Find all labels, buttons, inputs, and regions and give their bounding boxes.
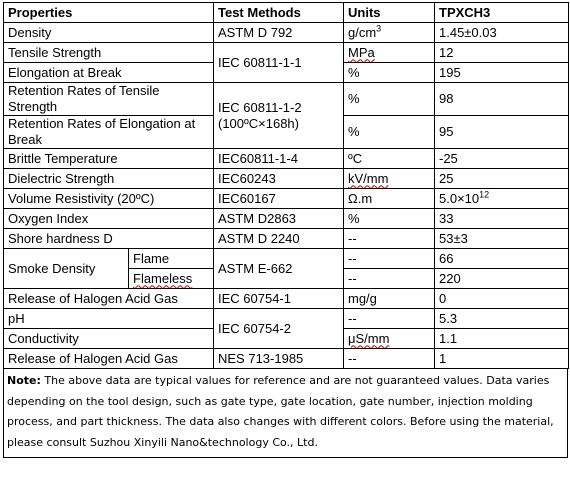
table-row: [4, 23, 569, 43]
property-density: Density: [4, 23, 214, 43]
unit-smoke-flame: --: [344, 249, 435, 269]
value-ph: 5.3: [435, 309, 569, 329]
unit-brittle: ºC: [344, 149, 435, 169]
table-row: [4, 229, 569, 249]
property-retention-elongation: Retention Rates of Elongation at Break: [4, 116, 214, 149]
unit-conductivity: [344, 329, 435, 349]
method-smoke-density: ASTM E-662: [214, 249, 344, 289]
method-halogen-2: NES 713-1985: [214, 349, 344, 369]
value-oxygen: 33: [435, 209, 569, 229]
unit-halogen-2: --: [344, 349, 435, 369]
unit-density-exp: 3: [376, 23, 382, 34]
method-density: ASTM D 792: [214, 23, 344, 43]
value-retention-elongation: 95: [435, 116, 569, 149]
property-oxygen: Oxygen Index: [4, 209, 214, 229]
table-row: [4, 169, 569, 189]
header-product: TPXCH3: [435, 3, 569, 23]
property-retention-tensile: Retention Rates of Tensile Strength: [4, 83, 214, 116]
unit-smoke-flameless: --: [344, 269, 435, 289]
value-brittle: -25: [435, 149, 569, 169]
header-properties: Properties: [4, 3, 214, 23]
method-iec-60811-1-2-condition: (100ºC×168h): [218, 115, 299, 131]
method-halogen-1: IEC 60754-1: [214, 289, 344, 309]
value-halogen-1: 0: [435, 289, 569, 309]
smoke-flameless-label: [129, 269, 214, 289]
value-volume-resistivity: [435, 189, 569, 209]
smoke-flame-label: Flame: [129, 249, 214, 269]
method-iec-60754-2: IEC 60754-2: [214, 309, 344, 349]
table-row: [4, 309, 569, 329]
table-row: [4, 209, 569, 229]
value-smoke-flame: 66: [435, 249, 569, 269]
property-halogen-1: Release of Halogen Acid Gas: [4, 289, 214, 309]
smoke-flameless-text: Flameless: [133, 270, 193, 286]
property-dielectric: Dielectric Strength: [4, 169, 214, 189]
property-conductivity: Conductivity: [4, 329, 214, 349]
note-text: The above data are typical values for reference and are not guaranteed values. Data varies depending on the tool design, such as gate type, gate location, gate number, injection molding process, and part thickness. The data also changes with different colors. Before using the material, please consult Suzhou Xinyili Nano&technology Co., Ltd.: [7, 374, 554, 449]
property-halogen-2: Release of Halogen Acid Gas: [4, 349, 214, 369]
properties-sheet: [3, 2, 568, 458]
method-shore: ASTM D 2240: [214, 229, 344, 249]
value-conductivity: 1.1: [435, 329, 569, 349]
property-tensile: Tensile Strength: [4, 43, 214, 63]
header-row: [4, 3, 569, 23]
property-ph: pH: [4, 309, 214, 329]
property-elongation: Elongation at Break: [4, 63, 214, 83]
value-dielectric: 25: [435, 169, 569, 189]
unit-dielectric-text: kV/mm: [348, 170, 389, 186]
disclaimer-note: [3, 369, 568, 458]
method-iec-60811-1-2: [214, 83, 344, 149]
property-volume-resistivity: Volume Resistivity (20ºC): [4, 189, 214, 209]
unit-volume-resistivity: Ω.m: [344, 189, 435, 209]
unit-dielectric: [344, 169, 435, 189]
unit-tensile-text: MPa: [348, 44, 375, 60]
unit-elongation: %: [344, 63, 435, 83]
value-volume-base: 5.0×10: [439, 190, 480, 206]
value-volume-exp: 12: [479, 189, 490, 200]
header-test-methods: Test Methods: [214, 3, 344, 23]
unit-retention-elongation: %: [344, 116, 435, 149]
table-row: [4, 349, 569, 369]
unit-conductivity-text: μS/mm: [348, 330, 390, 346]
value-density: 1.45±0.03: [435, 23, 569, 43]
unit-ph: --: [344, 309, 435, 329]
method-brittle: IEC60811-1-4: [214, 149, 344, 169]
method-iec-60811-1-2-name: IEC 60811-1-2: [218, 99, 302, 115]
unit-halogen-1: mg/g: [344, 289, 435, 309]
note-label: Note:: [7, 374, 41, 387]
value-elongation: 195: [435, 63, 569, 83]
table-row: [4, 249, 569, 269]
property-shore: Shore hardness D: [4, 229, 214, 249]
method-dielectric: IEC60243: [214, 169, 344, 189]
table-row: [4, 289, 569, 309]
value-halogen-2: 1: [435, 349, 569, 369]
property-smoke-density: Smoke Density: [4, 249, 129, 289]
header-units: Units: [344, 3, 435, 23]
method-oxygen: ASTM D2863: [214, 209, 344, 229]
unit-density: [344, 23, 435, 43]
unit-oxygen: %: [344, 209, 435, 229]
unit-density-base: g/cm: [348, 24, 377, 40]
table-row: [4, 149, 569, 169]
method-volume-resistivity: IEC60167: [214, 189, 344, 209]
unit-shore: --: [344, 229, 435, 249]
table-row: [4, 83, 569, 116]
value-retention-tensile: 98: [435, 83, 569, 116]
properties-table: [3, 2, 569, 369]
property-brittle: Brittle Temperature: [4, 149, 214, 169]
value-smoke-flameless: 220: [435, 269, 569, 289]
value-shore: 53±3: [435, 229, 569, 249]
value-tensile: 12: [435, 43, 569, 63]
unit-retention-tensile: %: [344, 83, 435, 116]
table-row: [4, 189, 569, 209]
unit-tensile: [344, 43, 435, 63]
table-row: [4, 43, 569, 63]
method-iec-60811-1-1: IEC 60811-1-1: [214, 43, 344, 83]
